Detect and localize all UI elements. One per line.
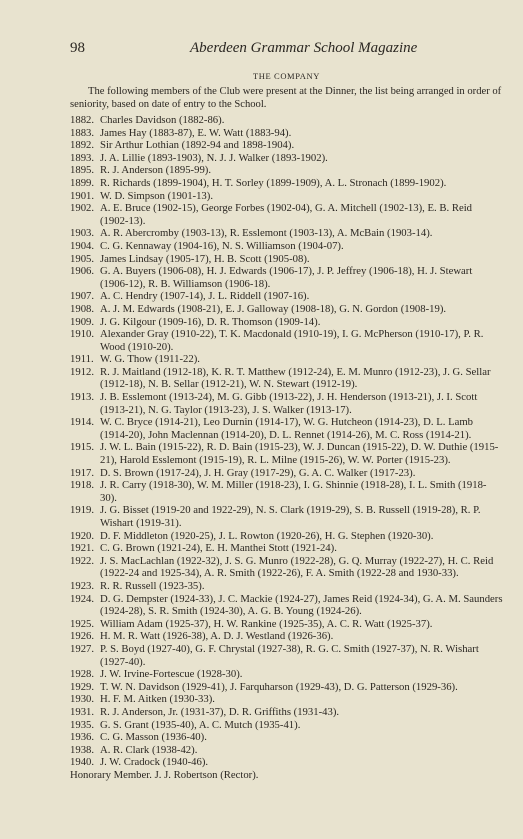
entry-year: 1940. [70, 756, 95, 769]
member-entry [70, 240, 503, 253]
member-entry [70, 593, 503, 618]
member-entry [70, 580, 503, 593]
member-entry [70, 265, 503, 290]
entry-year: 1904. [70, 239, 95, 252]
member-names: A. R. Abercromby (1903-13), R. Esslemont (1903-13), A. McBain (1903-14). [100, 227, 433, 240]
entry-year: 1917. [70, 466, 95, 479]
member-entry [70, 618, 503, 631]
member-names: H. F. M. Aitken (1930-33). [100, 693, 215, 706]
member-names: T. W. N. Davidson (1929-41), J. Farquharson (1929-43), D. G. Patterson (1929-36). [100, 680, 458, 693]
member-entry [70, 706, 503, 719]
entry-year: 1905. [70, 252, 95, 265]
entry-year: 1920. [70, 529, 95, 542]
member-entry [70, 542, 503, 555]
entry-year: 1913. [70, 391, 95, 404]
member-entry [70, 441, 503, 466]
member-entry [70, 391, 503, 416]
entry-year: 1927. [70, 642, 95, 655]
member-entry [70, 290, 503, 303]
entry-year: 1931. [70, 705, 95, 718]
entry-year: 1906. [70, 265, 95, 278]
section-title: THE COMPANY [253, 71, 320, 81]
member-entry [70, 719, 503, 732]
intro-paragraph: The following members of the Club were present at the Dinner, the list being arranged in order of seniority, based on date of entry to the School. [70, 86, 502, 110]
member-names: J. B. Esslemont (1913-24), M. G. Gibb (1913-22), J. H. Henderson (1913-21), J. I. Scott (1913-21), N. G. Taylor (1913-23), J. S. Walker (1913-17). [100, 391, 478, 416]
entry-year: 1893. [70, 151, 95, 164]
page-header [70, 40, 503, 57]
journal-title: Aberdeen Grammar School Magazine [190, 40, 418, 56]
entry-year: 1914. [70, 416, 95, 429]
member-names: J. W. Cradock (1940-46). [100, 756, 209, 769]
member-entry [70, 744, 503, 757]
entry-year: 1930. [70, 693, 95, 706]
entry-year: 1923. [70, 579, 95, 592]
member-entry [70, 681, 503, 694]
entry-year: 1921. [70, 542, 95, 555]
member-names: J. A. Lillie (1893-1903), N. J. J. Walker (1893-1902). [100, 151, 328, 164]
member-entry [70, 504, 503, 529]
member-entry [70, 353, 503, 366]
member-names: R. J. Anderson (1895-99). [100, 164, 212, 177]
member-entry [70, 479, 503, 504]
member-names: C. G. Masson (1936-40). [100, 731, 207, 744]
honorary-member: Honorary Member. J. J. Robertson (Rector). [70, 768, 259, 781]
member-entry [70, 253, 503, 266]
member-names: D. G. Dempster (1924-33), J. C. Mackie (1924-27), James Reid (1924-34), G. A. M. Saunders (1924-28), S. R. Smith (1924-30), A. G. B. Young (1924-26). [100, 592, 503, 618]
entry-year: 1902. [70, 202, 95, 215]
entry-year: 1922. [70, 554, 95, 567]
member-names: G. S. Grant (1935-40), A. C. Mutch (1935-41). [100, 718, 301, 731]
member-entry [70, 139, 503, 152]
member-entry [70, 630, 503, 643]
member-entry [70, 731, 503, 744]
member-names: R. Richards (1899-1904), H. T. Sorley (1899-1909), A. L. Stronach (1899-1902). [100, 176, 447, 189]
member-entry [70, 643, 503, 668]
member-entry [70, 693, 503, 706]
member-entry [70, 190, 503, 203]
entry-year: 1938. [70, 743, 95, 756]
member-names: W. G. Thow (1911-22). [100, 353, 200, 366]
member-entry [70, 127, 503, 140]
entry-year: 1907. [70, 290, 95, 303]
entry-year: 1936. [70, 731, 95, 744]
member-names: J. S. MacLachlan (1922-32), J. S. G. Munro (1922-28), G. Q. Murray (1922-27), H. C. Reid (1922-24 and 1925-34), A. R. Smith (1922-26), F. A. Smith (1922-28 and 1930-33). [100, 554, 494, 580]
member-names: Sir Arthur Lothian (1892-94 and 1898-1904). [100, 139, 295, 152]
member-entry [70, 555, 503, 580]
member-entry [70, 467, 503, 480]
entry-year: 1924. [70, 592, 95, 605]
member-names: C. G. Brown (1921-24), E. H. Manthei Stott (1921-24). [100, 542, 337, 555]
member-names: William Adam (1925-37), H. W. Rankine (1925-35), A. C. R. Watt (1925-37). [100, 617, 433, 630]
member-entry [70, 416, 503, 441]
member-names: James Hay (1883-87), E. W. Watt (1883-94). [100, 126, 292, 139]
member-entry [70, 164, 503, 177]
entry-year: 1901. [70, 189, 95, 202]
entry-year: 1915. [70, 441, 95, 454]
entry-year: 1926. [70, 630, 95, 643]
member-names: G. A. Buyers (1906-08), H. J. Edwards (1906-17), J. P. Jeffrey (1906-18), H. J. Stewart (1906-12), R. B. Williamson (1906-18). [100, 265, 473, 290]
entry-year: 1908. [70, 302, 95, 315]
member-names: R. J. Maitland (1912-18), K. R. T. Matthew (1912-24), E. M. Munro (1912-23), J. G. Sellar (1912-18), N. B. Sellar (1912-21), W. N. Stewart (1912-19). [100, 365, 491, 391]
entry-year: 1935. [70, 718, 95, 731]
member-names: W. D. Simpson (1901-13). [100, 189, 214, 202]
member-names: J. W. L. Bain (1915-22), R. D. Bain (1915-23), W. J. Duncan (1915-22), D. W. Duthie (1915-21), Harold Esslemont (1915-19), R. L. Milne (1915-26), W. W. Porter (1915-23). [100, 441, 499, 467]
member-names: R. J. Anderson, Jr. (1931-37), D. R. Griffiths (1931-43). [100, 705, 340, 718]
member-entry [70, 756, 503, 769]
entry-year: 1929. [70, 680, 95, 693]
entry-year: 1883. [70, 126, 95, 139]
member-names: A. R. Clark (1938-42). [100, 743, 198, 756]
member-entry [70, 328, 503, 353]
member-names: J. G. Bisset (1919-20 and 1922-29), N. S. Clark (1919-29), S. B. Russell (1919-28), R. P. Wishart (1919-31). [100, 504, 481, 529]
member-names: W. C. Bryce (1914-21), Leo Durnin (1914-17), W. G. Hutcheon (1914-23), D. L. Lamb (1914-20), John Maclennan (1914-20), D. L. Rennet (1914-26), M. C. Ross (1914-21). [100, 416, 474, 441]
entry-year: 1903. [70, 227, 95, 240]
entry-year: 1882. [70, 114, 95, 126]
member-names: J. W. Irvine-Fortescue (1928-30). [100, 668, 243, 681]
page-number: 98 [70, 40, 85, 56]
member-names: J. G. Kilgour (1909-16), D. R. Thomson (1909-14). [100, 315, 321, 328]
entry-year: 1918. [70, 479, 95, 492]
entry-year: 1912. [70, 365, 95, 378]
member-names: Charles Davidson (1882-86). [100, 114, 225, 126]
entry-year: 1911. [70, 353, 94, 366]
entry-year: 1910. [70, 328, 95, 341]
member-names: C. G. Kennaway (1904-16), N. S. Williamson (1904-07). [100, 239, 344, 252]
member-names: P. S. Boyd (1927-40), G. F. Chrystal (1927-38), R. G. C. Smith (1927-37), N. R. Wishart (1927-40). [100, 642, 479, 668]
entry-year: 1892. [70, 139, 95, 152]
member-entry [70, 366, 503, 391]
entry-year: 1909. [70, 315, 95, 328]
member-names: A. C. Hendry (1907-14), J. L. Riddell (1907-16). [100, 290, 310, 303]
member-names: Alexander Gray (1910-22), T. K. Macdonald (1910-19), I. G. McPherson (1910-17), P. R. Wood (1910-20). [100, 328, 484, 353]
member-names: R. R. Russell (1923-35). [100, 579, 205, 592]
member-entry [70, 668, 503, 681]
entry-year: 1899. [70, 176, 95, 189]
member-names: D. F. Middleton (1920-25), J. L. Rowton (1920-26), H. G. Stephen (1920-30). [100, 529, 434, 542]
member-entry [70, 316, 503, 329]
member-names: A. J. M. Edwards (1908-21), E. J. Galloway (1908-18), G. N. Gordon (1908-19). [100, 302, 447, 315]
member-names: H. M. R. Watt (1926-38), A. D. J. Westland (1926-36). [100, 630, 334, 643]
entry-year: 1919. [70, 504, 95, 517]
member-entry [70, 152, 503, 165]
entry-year: 1928. [70, 668, 95, 681]
member-entry [70, 227, 503, 240]
member-entry [70, 177, 503, 190]
member-entry [70, 303, 503, 316]
member-names: A. E. Bruce (1902-15), George Forbes (1902-04), G. A. Mitchell (1902-13), E. B. Reid (1902-13). [100, 202, 473, 227]
entry-year: 1925. [70, 617, 95, 630]
member-names: J. R. Carry (1918-30), W. M. Miller (1918-23), I. G. Shinnie (1918-28), I. L. Smith (1918-30). [100, 479, 487, 504]
member-names: James Lindsay (1905-17), H. B. Scott (1905-08). [100, 252, 310, 265]
member-entry [70, 202, 503, 227]
entry-year: 1895. [70, 164, 95, 177]
member-entry [70, 530, 503, 543]
member-list [70, 114, 503, 769]
member-entry [70, 114, 503, 127]
member-names: D. S. Brown (1917-24), J. H. Gray (1917-29), G. A. C. Walker (1917-23). [100, 466, 416, 479]
